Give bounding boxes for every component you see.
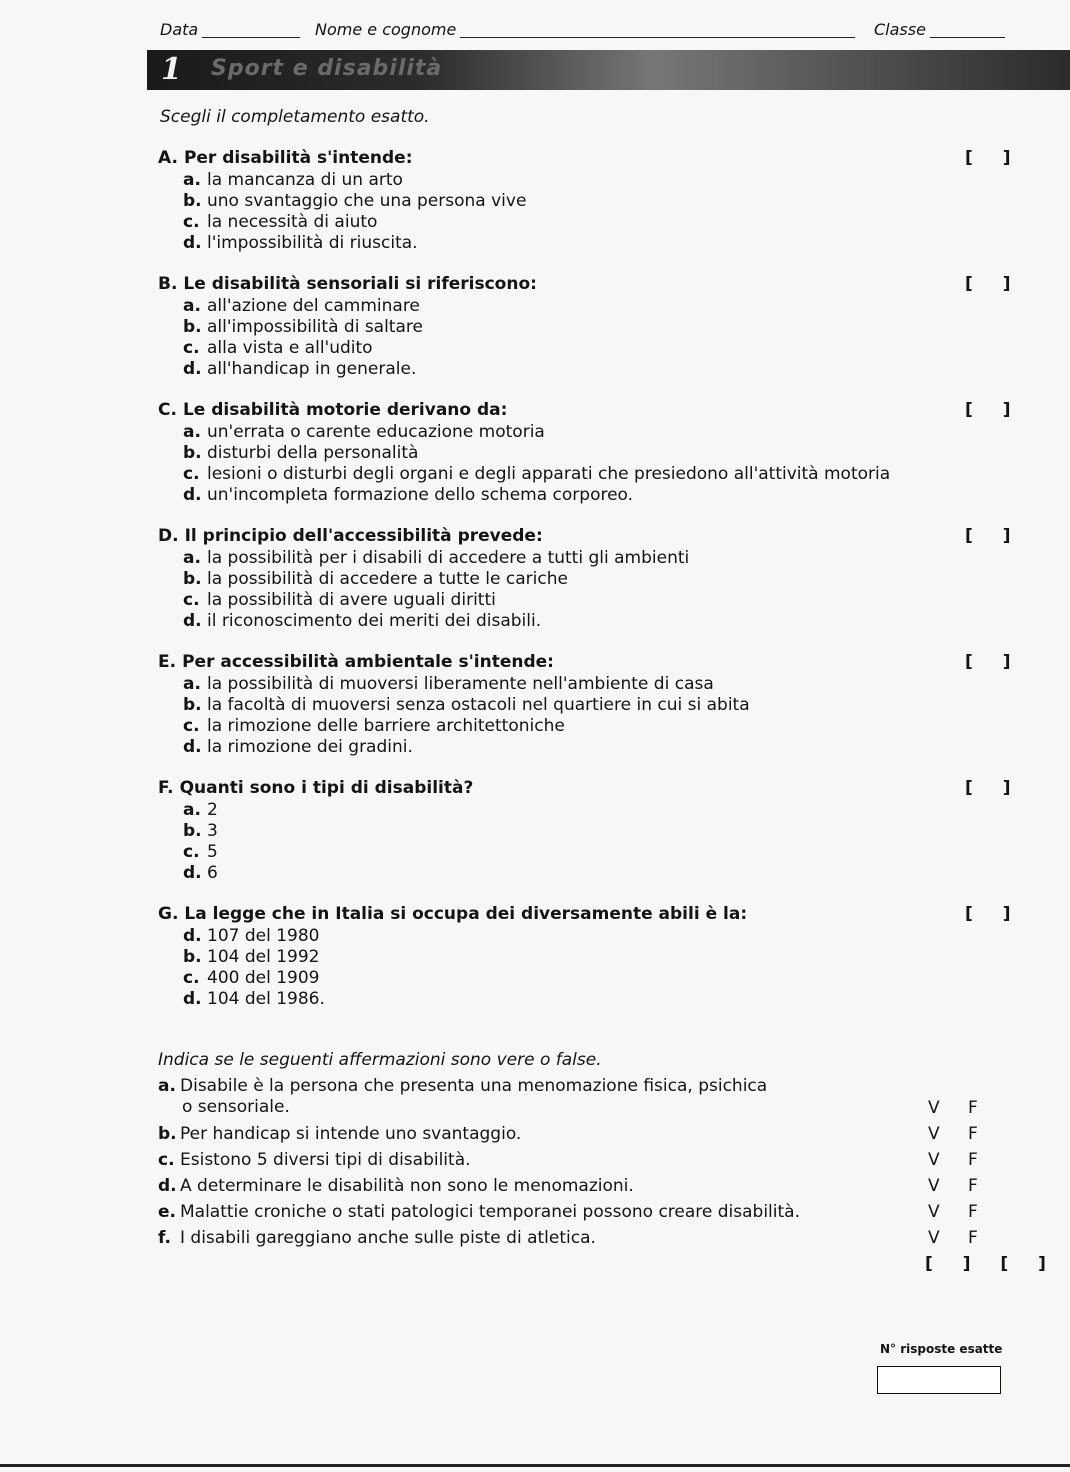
question-label: C. bbox=[158, 400, 177, 420]
option-text: la mancanza di un arto bbox=[207, 170, 403, 190]
option-letter: d. bbox=[183, 863, 202, 883]
option-item[interactable] bbox=[183, 212, 377, 233]
option-letter: c. bbox=[183, 968, 200, 988]
statement-letter: b. bbox=[158, 1124, 177, 1144]
statement-row bbox=[158, 1202, 1008, 1223]
score-input-box[interactable] bbox=[877, 1366, 1001, 1394]
option-item[interactable] bbox=[183, 737, 413, 758]
option-letter: d. bbox=[183, 926, 202, 946]
option-item[interactable] bbox=[183, 989, 325, 1010]
section-number: 1 bbox=[161, 52, 182, 87]
option-text: all'impossibilità di saltare bbox=[207, 317, 423, 337]
option-item[interactable] bbox=[183, 296, 420, 317]
option-text: uno svantaggio che una persona vive bbox=[207, 191, 527, 211]
option-item[interactable] bbox=[183, 842, 218, 863]
answer-bracket[interactable]: [ ] bbox=[965, 904, 1023, 924]
question-text: Per accessibilità ambientale s'intende: bbox=[182, 652, 554, 672]
option-letter: b. bbox=[183, 569, 202, 589]
question-text: Le disabilità motorie derivano da: bbox=[182, 400, 508, 420]
option-item[interactable] bbox=[183, 926, 320, 947]
option-text: 104 del 1986. bbox=[207, 989, 325, 1009]
question-title bbox=[158, 400, 507, 420]
section1-instruction: Scegli il completamento esatto. bbox=[160, 107, 430, 127]
option-text: la facoltà di muoversi senza ostacoli nel quartiere in cui si abita bbox=[207, 695, 750, 715]
statement-row bbox=[158, 1150, 1008, 1171]
statement-letter: a. bbox=[158, 1076, 176, 1096]
option-text: la possibilità di avere uguali diritti bbox=[207, 590, 496, 610]
question-title bbox=[158, 274, 537, 294]
option-letter: a. bbox=[183, 296, 201, 316]
false-option[interactable]: F bbox=[968, 1202, 978, 1222]
true-option[interactable]: V bbox=[928, 1150, 940, 1170]
option-text: l'impossibilità di riuscita. bbox=[207, 233, 418, 253]
class-field[interactable] bbox=[930, 36, 1005, 38]
date-label: Data bbox=[160, 20, 199, 39]
option-text: la possibilità di muoversi liberamente nell'ambiente di casa bbox=[207, 674, 714, 694]
option-item[interactable] bbox=[183, 317, 423, 338]
statement-letter: c. bbox=[158, 1150, 175, 1170]
option-item[interactable] bbox=[183, 821, 218, 842]
statement-row bbox=[158, 1076, 1008, 1118]
option-letter: b. bbox=[183, 191, 202, 211]
option-letter: a. bbox=[183, 674, 201, 694]
option-letter: a. bbox=[183, 800, 201, 820]
option-letter: c. bbox=[183, 464, 200, 484]
false-option[interactable]: F bbox=[968, 1098, 978, 1118]
question-title bbox=[158, 778, 473, 798]
question-label: D. bbox=[158, 526, 179, 546]
option-item[interactable] bbox=[183, 695, 750, 716]
option-text: 5 bbox=[207, 842, 218, 862]
option-letter: b. bbox=[183, 695, 202, 715]
date-field[interactable] bbox=[202, 36, 300, 38]
option-text: un'errata o carente educazione motoria bbox=[207, 422, 545, 442]
option-item[interactable] bbox=[183, 191, 526, 212]
class-label: Classe bbox=[874, 20, 926, 39]
score-label: N° risposte esatte bbox=[880, 1342, 1003, 1356]
question-title bbox=[158, 904, 747, 924]
true-option[interactable]: V bbox=[928, 1098, 940, 1118]
section-banner bbox=[147, 50, 1070, 90]
question-label: F. bbox=[158, 778, 174, 798]
answer-brackets[interactable]: [ ] [ ] bbox=[925, 1254, 1058, 1274]
option-item[interactable] bbox=[183, 485, 633, 506]
option-letter: d. bbox=[183, 737, 202, 757]
question-text: Quanti sono i tipi di disabilità? bbox=[179, 778, 474, 798]
question-title bbox=[158, 148, 413, 168]
question-title bbox=[158, 526, 543, 546]
false-option[interactable]: F bbox=[968, 1228, 978, 1248]
option-item[interactable] bbox=[183, 611, 541, 632]
option-item[interactable] bbox=[183, 800, 218, 821]
statement-letter: e. bbox=[158, 1202, 176, 1222]
option-letter: d. bbox=[183, 233, 202, 253]
option-text: 2 bbox=[207, 800, 218, 820]
page-bottom-rule bbox=[0, 1464, 1070, 1467]
option-item[interactable] bbox=[183, 716, 565, 737]
false-option[interactable]: F bbox=[968, 1176, 978, 1196]
option-letter: c. bbox=[183, 842, 200, 862]
question-text: Per disabilità s'intende: bbox=[183, 148, 413, 168]
option-text: il riconoscimento dei meriti dei disabili. bbox=[207, 611, 542, 631]
option-item[interactable] bbox=[183, 170, 403, 191]
option-text: la rimozione dei gradini. bbox=[207, 737, 413, 757]
option-item[interactable] bbox=[183, 674, 714, 695]
option-item[interactable] bbox=[183, 968, 320, 989]
section-title: Sport e disabilità bbox=[211, 56, 443, 81]
option-item[interactable] bbox=[183, 863, 218, 884]
true-option[interactable]: V bbox=[928, 1124, 940, 1144]
answer-bracket[interactable]: [ ] bbox=[965, 778, 1023, 798]
statement-text: Per handicap si intende uno svantaggio. bbox=[180, 1124, 522, 1144]
statement-letter: f. bbox=[158, 1228, 171, 1248]
option-item[interactable] bbox=[183, 548, 689, 569]
option-text: la possibilità per i disabili di accedere a tutti gli ambienti bbox=[207, 548, 690, 568]
question-text: Le disabilità sensoriali si riferiscono: bbox=[183, 274, 537, 294]
option-text: 107 del 1980 bbox=[207, 926, 320, 946]
option-letter: d. bbox=[183, 611, 202, 631]
option-letter: b. bbox=[183, 317, 202, 337]
worksheet-header bbox=[160, 20, 1005, 42]
option-text: la possibilità di accedere a tutte le cariche bbox=[207, 569, 568, 589]
option-item[interactable] bbox=[183, 359, 416, 380]
question-title bbox=[158, 652, 554, 672]
option-item[interactable] bbox=[183, 233, 418, 254]
option-text: all'handicap in generale. bbox=[207, 359, 417, 379]
option-letter: b. bbox=[183, 821, 202, 841]
option-text: 3 bbox=[207, 821, 218, 841]
option-text: all'azione del camminare bbox=[207, 296, 420, 316]
statement-text: Malattie croniche o stati patologici temporanei possono creare disabilità. bbox=[180, 1202, 800, 1222]
option-item[interactable] bbox=[183, 569, 568, 590]
statement-text-continued: o sensoriale. bbox=[182, 1097, 290, 1117]
answer-bracket[interactable]: [ ] bbox=[965, 526, 1023, 546]
option-letter: d. bbox=[183, 359, 202, 379]
statement-text: Esistono 5 diversi tipi di disabilità. bbox=[180, 1150, 471, 1170]
option-text: un'incompleta formazione dello schema corporeo. bbox=[207, 485, 634, 505]
option-letter: c. bbox=[183, 212, 200, 232]
option-letter: c. bbox=[183, 338, 200, 358]
option-text: lesioni o disturbi degli organi e degli apparati che presiedono all'attività motoria bbox=[207, 464, 891, 484]
option-item[interactable] bbox=[183, 947, 320, 968]
answer-bracket[interactable]: [ ] bbox=[965, 148, 1023, 168]
option-letter: c. bbox=[183, 590, 200, 610]
statement-row bbox=[158, 1176, 1008, 1197]
answer-bracket[interactable]: [ ] bbox=[965, 274, 1023, 294]
statement-letter: d. bbox=[158, 1176, 177, 1196]
option-letter: a. bbox=[183, 548, 201, 568]
option-letter: b. bbox=[183, 947, 202, 967]
option-text: 6 bbox=[207, 863, 218, 883]
option-item[interactable] bbox=[183, 338, 373, 359]
statement-row bbox=[158, 1228, 1008, 1249]
answer-bracket[interactable]: [ ] bbox=[965, 652, 1023, 672]
statement-text: Disabile è la persona che presenta una menomazione fisica, psichica bbox=[180, 1076, 768, 1096]
option-text: 104 del 1992 bbox=[207, 947, 320, 967]
question-text: Il principio dell'accessibilità prevede: bbox=[184, 526, 543, 546]
statement-text: I disabili gareggiano anche sulle piste di atletica. bbox=[180, 1228, 596, 1248]
section2-instruction: Indica se le seguenti affermazioni sono vere o false. bbox=[158, 1050, 602, 1070]
statement-text: A determinare le disabilità non sono le menomazioni. bbox=[180, 1176, 634, 1196]
false-option[interactable]: F bbox=[968, 1124, 978, 1144]
question-label: A. bbox=[158, 148, 178, 168]
option-letter: d. bbox=[183, 485, 202, 505]
option-item[interactable] bbox=[183, 464, 890, 485]
answer-bracket[interactable]: [ ] bbox=[965, 400, 1023, 420]
option-text: 400 del 1909 bbox=[207, 968, 320, 988]
option-item[interactable] bbox=[183, 443, 418, 464]
question-label: E. bbox=[158, 652, 177, 672]
option-item[interactable] bbox=[183, 422, 545, 443]
option-text: disturbi della personalità bbox=[207, 443, 419, 463]
option-letter: b. bbox=[183, 443, 202, 463]
false-option[interactable]: F bbox=[968, 1150, 978, 1170]
name-field[interactable] bbox=[460, 36, 855, 38]
option-letter: c. bbox=[183, 716, 200, 736]
true-option[interactable]: V bbox=[928, 1228, 940, 1248]
statement-row bbox=[158, 1124, 1008, 1145]
option-text: la rimozione delle barriere architettoniche bbox=[207, 716, 565, 736]
question-label: G. bbox=[158, 904, 179, 924]
option-letter: a. bbox=[183, 170, 201, 190]
true-option[interactable]: V bbox=[928, 1176, 940, 1196]
true-option[interactable]: V bbox=[928, 1202, 940, 1222]
option-letter: d. bbox=[183, 989, 202, 1009]
option-item[interactable] bbox=[183, 590, 496, 611]
question-label: B. bbox=[158, 274, 178, 294]
name-label: Nome e cognome bbox=[315, 20, 457, 39]
question-text: La legge che in Italia si occupa dei diversamente abili è la: bbox=[184, 904, 748, 924]
option-letter: a. bbox=[183, 422, 201, 442]
option-text: alla vista e all'udito bbox=[207, 338, 373, 358]
option-text: la necessità di aiuto bbox=[207, 212, 378, 232]
